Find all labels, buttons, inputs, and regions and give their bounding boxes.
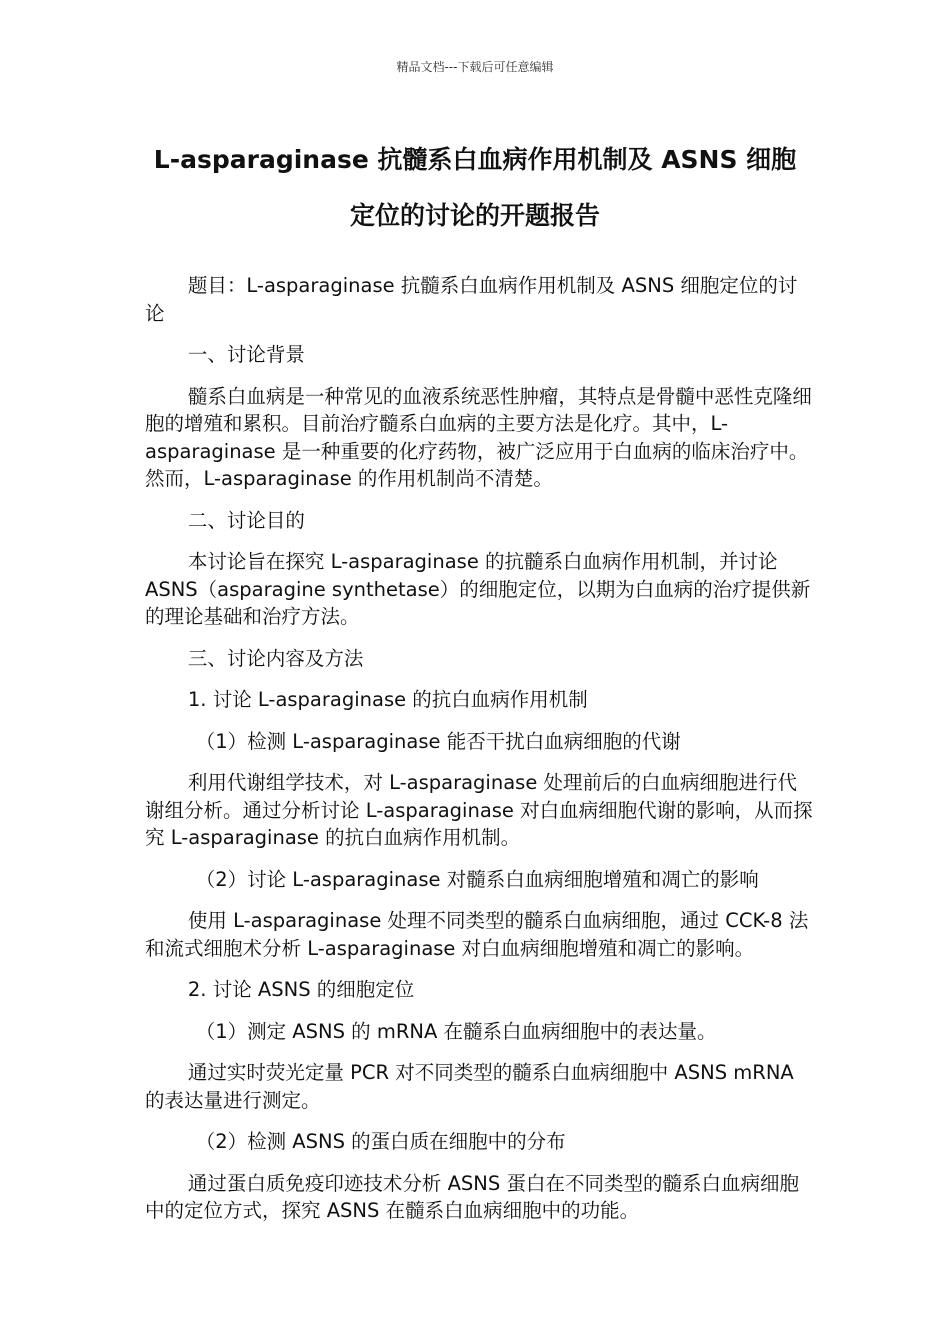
item-heading-mrna: （1）测定 ASNS 的 mRNA 在髓系白血病细胞中的表达量。 bbox=[195, 1019, 717, 1043]
item-heading-protein: （2）检测 ASNS 的蛋白质在细胞中的分布 bbox=[195, 1130, 566, 1153]
subsection-heading-localization: 2. 讨论 ASNS 的细胞定位 bbox=[187, 978, 415, 1001]
purpose-paragraph: 本讨论旨在探究 L-asparaginase 的抗髓系白血病作用机制，并讨论 ASNS（asparagine synthetase）的细胞定位，以期为白血病的治疗提供新的理论基础和治疗方法。 bbox=[145, 550, 811, 628]
topic-line: 题目：L-asparaginase 抗髓系白血病作用机制及 ASNS 细胞定位的讨论 bbox=[145, 274, 798, 325]
page-header: 精品文档---下载后可任意编辑 bbox=[396, 60, 554, 74]
document-body bbox=[145, 272, 815, 1239]
background-paragraph: 髓系白血病是一种常见的血液系统恶性肿瘤，其特点是骨髓中恶性克隆细胞的增殖和累积。目前治疗髓系白血病的主要方法是化疗。其中，L-asparaginase 是一种重要的化疗药物，被广泛应用于白血病的临床治疗中。然而，L-asparaginase 的作用机制尚不清楚。 bbox=[145, 384, 812, 490]
proliferation-paragraph: 使用 L-asparaginase 处理不同类型的髓系白血病细胞，通过 CCK-8 法和流式细胞术分析 L-asparaginase 对白血病细胞增殖和凋亡的影响。 bbox=[145, 909, 809, 960]
section-heading-purpose: 二、讨论目的 bbox=[187, 508, 305, 532]
section-heading-background: 一、讨论背景 bbox=[187, 343, 305, 366]
protein-paragraph: 通过蛋白质免疫印迹技术分析 ASNS 蛋白在不同类型的髓系白血病细胞中的定位方式，探究 ASNS 在髓系白血病细胞中的功能。 bbox=[145, 1171, 799, 1222]
section-heading-content-methods: 三、讨论内容及方法 bbox=[187, 646, 364, 670]
document-title: L-asparaginase 抗髓系白血病作用机制及 ASNS 细胞定位的讨论的开题报告 bbox=[153, 145, 797, 230]
subsection-heading-mechanism: 1. 讨论 L-asparaginase 的抗白血病作用机制 bbox=[187, 688, 588, 711]
item-heading-metabolism: （1）检测 L-asparaginase 能否干扰白血病细胞的代谢 bbox=[195, 729, 681, 753]
metabolism-paragraph: 利用代谢组学技术，对 L-asparaginase 处理前后的白血病细胞进行代谢组分析。通过分析讨论 L-asparaginase 对白血病细胞代谢的影响，从而探究 L-asparaginase 的抗白血病作用机制。 bbox=[145, 771, 813, 849]
item-heading-proliferation: （2）讨论 L-asparaginase 对髓系白血病细胞增殖和凋亡的影响 bbox=[195, 867, 759, 891]
mrna-paragraph: 通过实时荧光定量 PCR 对不同类型的髓系白血病细胞中 ASNS mRNA 的表达量进行测定。 bbox=[145, 1061, 794, 1112]
